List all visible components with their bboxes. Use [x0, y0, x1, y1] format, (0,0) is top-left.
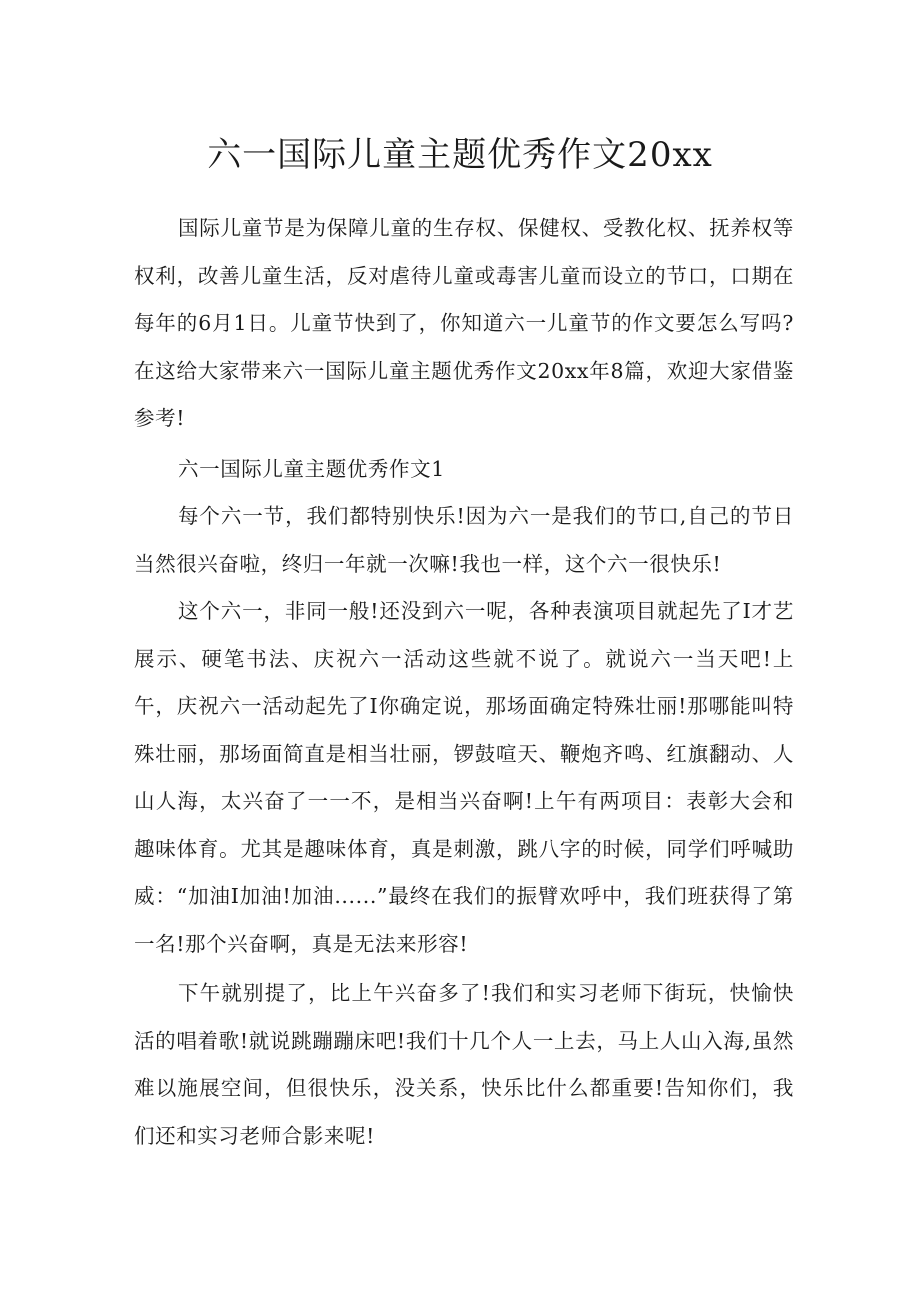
body-paragraph: 每个六一节，我们都特别快乐!因为六一是我们的节口,自己的节日当然很兴奋啦，终归一年就一次嘛!我也一样，这个六一很快乐! [134, 504, 794, 576]
document-title: 六一国际儿童主题优秀作文20xx [207, 135, 713, 175]
intro-paragraph: 国际儿童节是为保障儿童的生存权、保健权、受教化权、抚养权等权利，改善儿童生活，反对虐待儿童或毒害儿童而设立的节口，口期在每年的6月1日。儿童节快到了，你知道六一儿童节的作文要怎么写吗?在这给大家带来六一国际儿童主题优秀作文20xx年8篇，欢迎大家借鉴参考! [134, 216, 794, 430]
body-paragraph: 这个六一，非同一般!还没到六一呢，各种表演项目就起先了I才艺展示、硬笔书法、庆祝六一活动这些就不说了。就说六一当天吧!上午，庆祝六一活动起先了I你确定说，那场面确定特殊壮丽!那哪能叫特殊壮丽，那场面简直是相当壮丽，锣鼓喧天、鞭炮齐鸣、红旗翻动、人山人海，太兴奋了一一不，是相当兴奋啊!上午有两项目：表彰大会和趣味体育。尤其是趣味体育，真是刺激，跳八字的时候，同学们呼喊助威：“加油I加油!加油......”最终在我们的振臂欢呼中，我们班获得了第一名!那个兴奋啊，真是无法来形容! [134, 599, 794, 956]
body-paragraph: 下午就别提了，比上午兴奋多了!我们和实习老师下街玩，快愉快活的唱着歌!就说跳蹦蹦床吧!我们十几个人一上去，马上人山入海,虽然难以施展空间，但很快乐，没关系，快乐比什么都重要!告知你们，我们还和实习老师合影来呢! [134, 981, 794, 1148]
section-heading: 六一国际儿童主题优秀作文1 [178, 457, 445, 481]
